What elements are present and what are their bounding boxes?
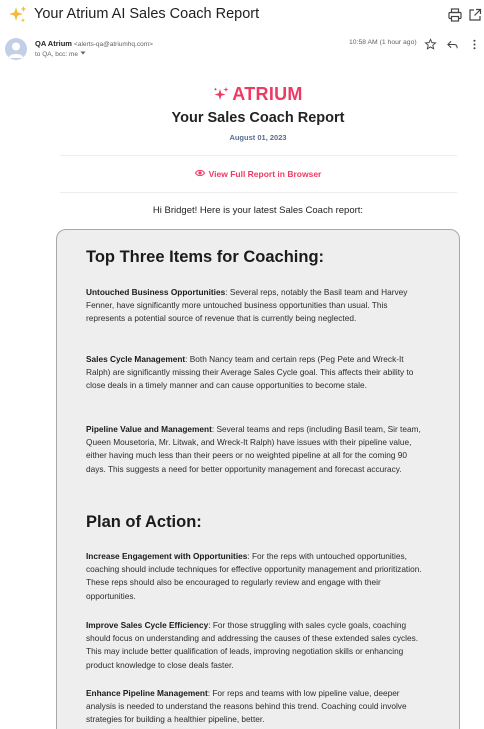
person-icon [5, 38, 27, 60]
coaching-heading: Top Three Items for Coaching: [86, 248, 325, 266]
more-vert-icon[interactable] [468, 38, 481, 51]
plan-item [86, 550, 423, 603]
email-subject-bar [0, 0, 484, 30]
report-card [56, 229, 460, 729]
plan-item-title: Improve Sales Cycle Efficiency [86, 620, 209, 630]
plan-item [86, 619, 423, 672]
plan-item-text: : For those struggling with sales cycle goals, coaching should focus on understanding and addressing the causes of these extended sales cycles. This may include better qualification of leads, improving negotiation skills or enhancing product knowledge to close deals faster. [86, 620, 419, 670]
sparkles-icon [8, 5, 28, 25]
coaching-item-text: : Several teams and reps (including Basil team, Sir team, Queen Mousetoria, Mr. Litwak, and Wreck-It Ralph) have issues with their pipeline value, either having much less than their peers or no weighted pipeline at all for the coming 90 days. This suggests a need for better opportunity management and forecast accuracy. [86, 424, 421, 474]
plan-item-text: : For the reps with untouched opportunities, coaching should include techniques for effective opportunity management and prioritization. These reps should also be encouraged to regularly review and engage with their opportunities. [86, 551, 422, 601]
report-title: Your Sales Coach Report [171, 110, 345, 126]
view-report-label: View Full Report in Browser [208, 169, 322, 179]
reply-icon[interactable] [446, 38, 459, 51]
email-subject: Your Atrium AI Sales Coach Report [34, 6, 260, 22]
plan-item-title: Increase Engagement with Opportunities [86, 551, 248, 561]
coaching-item [86, 353, 423, 393]
plan-item-text: : For reps and teams with low pipeline value, deeper analysis is needed to understand the reasons behind this trend. Coaching could involve strategies for building a healthier pipeline, better. [86, 688, 407, 725]
sparkles-icon [213, 86, 229, 102]
divider [60, 192, 457, 193]
print-icon[interactable] [447, 7, 463, 23]
avatar[interactable] [5, 38, 27, 60]
coaching-item-title: Sales Cycle Management [86, 354, 186, 364]
eye-icon [195, 168, 205, 178]
sender-row [0, 34, 484, 64]
greeting: Hi Bridget! Here is your latest Sales Coach report: [152, 205, 364, 216]
brand-logo [0, 84, 484, 105]
coaching-item-text: : Both Nancy team and certain reps (Peg Pete and Wreck-It Ralph) are significantly missing their Average Sales Cycle goal. This affects their ability to close deals in a timely manner and can cause opportunities to become stale. [86, 354, 414, 391]
open-new-window-icon[interactable] [467, 7, 483, 23]
plan-item-title: Enhance Pipeline Management [86, 688, 208, 698]
recipients[interactable] [35, 50, 86, 58]
plan-item [86, 687, 423, 727]
coaching-item [86, 423, 423, 476]
coaching-item [86, 286, 423, 326]
report-date: August 01, 2023 [229, 133, 287, 142]
sender-email: <alerts-qa@atriumhq.com> [74, 41, 153, 48]
coaching-item-title: Untouched Business Opportunities [86, 287, 226, 297]
brand-name: ATRIUM [232, 84, 303, 104]
sender-name: QA Atrium [35, 39, 72, 48]
coaching-item-title: Pipeline Value and Management [86, 424, 212, 434]
view-report-link[interactable] [0, 168, 484, 179]
divider [60, 155, 457, 156]
coaching-item-text: : Several reps, notably the Basil team and Harvey Fenner, have significantly more untouched business opportunities than usual. This represents a potential source of revenue that is currently being neglected. [86, 287, 408, 324]
sender[interactable] [35, 39, 153, 48]
recipients-text: to QA, bcc: me [35, 51, 78, 58]
chevron-down-icon [80, 50, 86, 56]
timestamp: 10:58 AM (1 hour ago) [349, 39, 417, 46]
plan-heading: Plan of Action: [86, 513, 202, 531]
star-icon[interactable] [424, 38, 437, 51]
